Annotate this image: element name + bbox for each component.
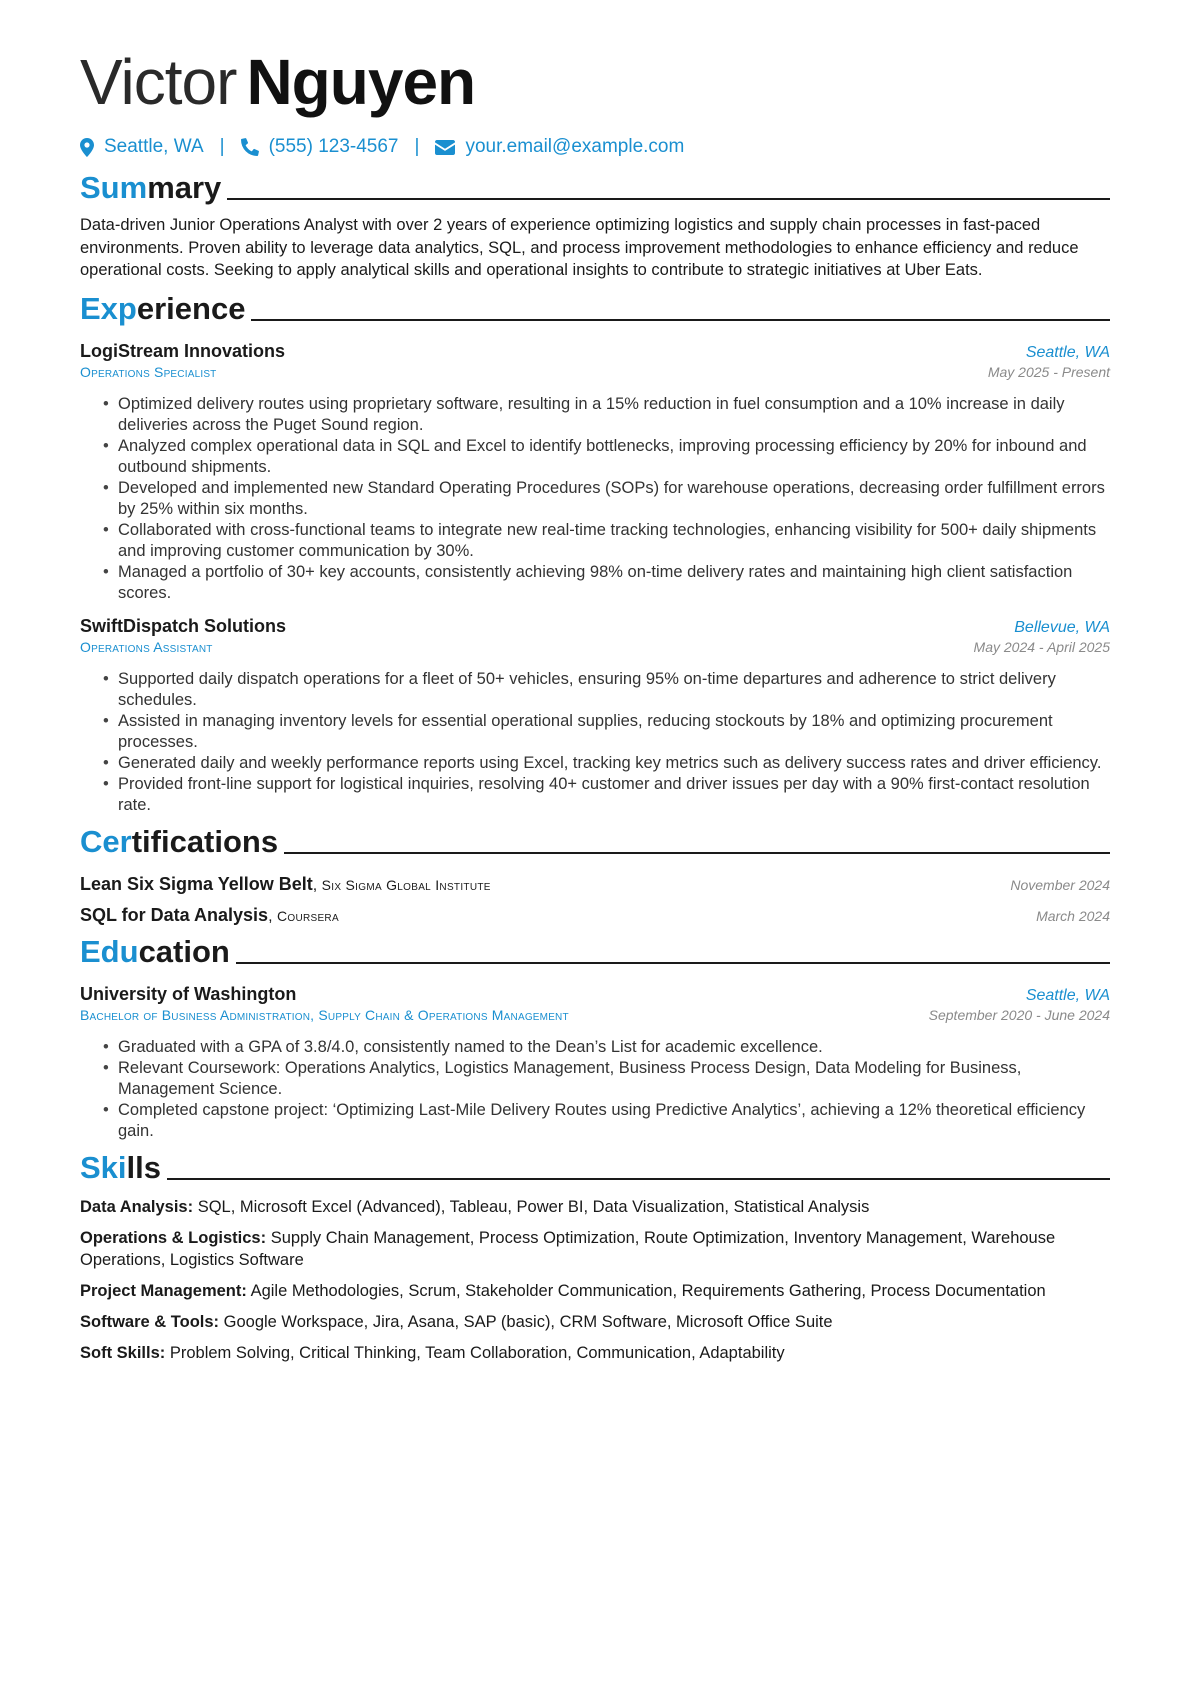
job-role: Operations Assistant [80, 638, 213, 655]
contact-line [80, 134, 1110, 160]
summary-heading [80, 168, 1110, 208]
certification-issuer: Six Sigma Global Institute [321, 876, 491, 893]
list-item: • Provided front-line support for logistical inquiries, resolving 40+ customer and driver issues per day with a 90% first-contact resolution rate. [118, 774, 1110, 816]
email-contact[interactable] [435, 136, 684, 158]
skill-category: Operations & Logistics: [80, 1228, 267, 1247]
job-location: Bellevue, WA [1014, 618, 1110, 636]
education-bullets [80, 1037, 1110, 1142]
list-item: • Analyzed complex operational data in SQL and Excel to identify bottlenecks, improving processing efficiency by 20% for inbound and outbound shipments. [118, 436, 1110, 478]
skill-row [80, 1342, 1110, 1364]
contact-separator: | [219, 136, 225, 157]
section-title: Certifications [80, 823, 279, 859]
map-pin-icon [80, 138, 94, 157]
job-entry [80, 341, 1110, 604]
location-contact [80, 136, 204, 158]
certification-name: Lean Six Sigma Yellow Belt [80, 873, 313, 894]
skill-row [80, 1280, 1110, 1302]
list-item: • Relevant Coursework: Operations Analytics, Logistics Management, Business Process Design, Data Modeling for Business, Management Science. [118, 1058, 1110, 1100]
section-title: Skills [80, 1149, 161, 1185]
certifications-heading [80, 822, 1110, 862]
skill-category: Software & Tools: [80, 1312, 220, 1331]
first-name: Victor [80, 46, 237, 118]
education-heading [80, 932, 1110, 972]
job-bullets [80, 394, 1110, 604]
job-role: Operations Specialist [80, 363, 217, 380]
summary-text: Data-driven Junior Operations Analyst with over 2 years of experience optimizing logistics and supply chain processes in fast-paced environments. Proven ability to leverage data analytics, SQL, and process improvement methodologies to enhance efficiency and reduce operational costs. Seeking to apply analytical skills and operational insights to contribute to strategic initiatives at Uber Eats. [80, 216, 1079, 279]
skill-items: Problem Solving, Critical Thinking, Team Collaboration, Communication, Adaptability [169, 1343, 785, 1362]
list-item: • Optimized delivery routes using proprietary software, resulting in a 15% reduction in fuel consumption and a 10% increase in daily deliveries across the Puget Sound region. [118, 394, 1110, 436]
list-item: • Supported daily dispatch operations for a fleet of 50+ vehicles, ensuring 95% on-time departures and adherence to strict delivery schedules. [118, 669, 1110, 711]
skill-items: Google Workspace, Jira, Asana, SAP (basic), CRM Software, Microsoft Office Suite [223, 1312, 833, 1331]
email-text: your.email@example.com [465, 136, 685, 157]
list-item: • Generated daily and weekly performance reports using Excel, tracking key metrics such as delivery success rates and driver efficiency. [118, 753, 1110, 774]
skill-items: SQL, Microsoft Excel (Advanced), Tableau, Power BI, Data Visualization, Statistical Analysis [197, 1197, 870, 1216]
certification-name: SQL for Data Analysis [80, 904, 269, 925]
school-name: University of Washington [80, 983, 297, 1004]
skill-row [80, 1311, 1110, 1333]
list-item: • Graduated with a GPA of 3.8/4.0, consistently named to the Dean’s List for academic excellence. [118, 1037, 1110, 1058]
skill-category: Soft Skills: [80, 1343, 166, 1362]
skills-list [80, 1196, 1110, 1364]
skill-category: Project Management: [80, 1281, 247, 1300]
phone-text: (555) 123-4567 [268, 136, 399, 157]
section-rule [284, 852, 1110, 854]
certification-issuer: Coursera [276, 907, 339, 924]
list-item: • Developed and implemented new Standard Operating Procedures (SOPs) for warehouse operations, decreasing order fulfillment errors by 25% within six months. [118, 478, 1110, 520]
skill-category: Data Analysis: [80, 1197, 194, 1216]
job-entry [80, 616, 1110, 816]
education-entry [80, 984, 1110, 1142]
company-name: LogiStream Innovations [80, 340, 286, 361]
section-rule [251, 319, 1110, 321]
skills-heading [80, 1148, 1110, 1188]
job-bullets [80, 669, 1110, 816]
section-rule [167, 1178, 1110, 1180]
location-text: Seattle, WA [104, 136, 204, 157]
certification-row: Lean Six Sigma Yellow Belt, Six Sigma Global Institute November 2024 [80, 873, 1110, 894]
certification-row: SQL for Data Analysis, Coursera March 2024 [80, 904, 1110, 925]
section-title: Education [80, 933, 230, 969]
candidate-name [80, 0, 1110, 120]
company-name: SwiftDispatch Solutions [80, 615, 287, 636]
skill-items: Agile Methodologies, Scrum, Stakeholder Communication, Requirements Gathering, Process Documentation [250, 1281, 1046, 1300]
list-item: • Completed capstone project: ‘Optimizing Last-Mile Delivery Routes using Predictive Analytics’, achieving a 12% theoretical efficiency gain. [118, 1100, 1110, 1142]
envelope-icon [435, 140, 455, 155]
job-dates: May 2025 - Present [987, 363, 1110, 380]
last-name: Nguyen [246, 46, 476, 118]
list-item: • Assisted in managing inventory levels for essential operational supplies, reducing stockouts by 18% and optimizing procurement processes. [118, 711, 1110, 753]
list-item: • Collaborated with cross-functional teams to integrate new real-time tracking technologies, enhancing visibility for 500+ daily shipments and improving customer communication by 30%. [118, 520, 1110, 562]
skill-row [80, 1196, 1110, 1218]
degree: Bachelor of Business Administration, Supply Chain & Operations Management [80, 1006, 569, 1023]
job-dates: May 2024 - April 2025 [973, 638, 1110, 655]
section-rule [236, 962, 1110, 964]
phone-icon [241, 138, 259, 156]
phone-contact[interactable] [241, 136, 399, 158]
list-item: • Managed a portfolio of 30+ key accounts, consistently achieving 98% on-time delivery rates and maintaining high client satisfaction scores. [118, 562, 1110, 604]
education-dates: September 2020 - June 2024 [928, 1006, 1110, 1023]
section-title: Experience [80, 290, 246, 326]
school-location: Seattle, WA [1025, 986, 1110, 1004]
section-title: Summary [80, 170, 222, 205]
experience-heading [80, 289, 1110, 329]
section-rule [227, 198, 1110, 200]
certification-date: November 2024 [1010, 876, 1110, 893]
certification-date: March 2024 [1036, 907, 1110, 924]
skill-row [80, 1227, 1110, 1271]
contact-separator: | [414, 136, 420, 157]
skill-items: Supply Chain Management, Process Optimization, Route Optimization, Inventory Management, Warehouse Operations, Logistics Software [80, 1228, 1056, 1269]
job-location: Seattle, WA [1025, 343, 1110, 361]
